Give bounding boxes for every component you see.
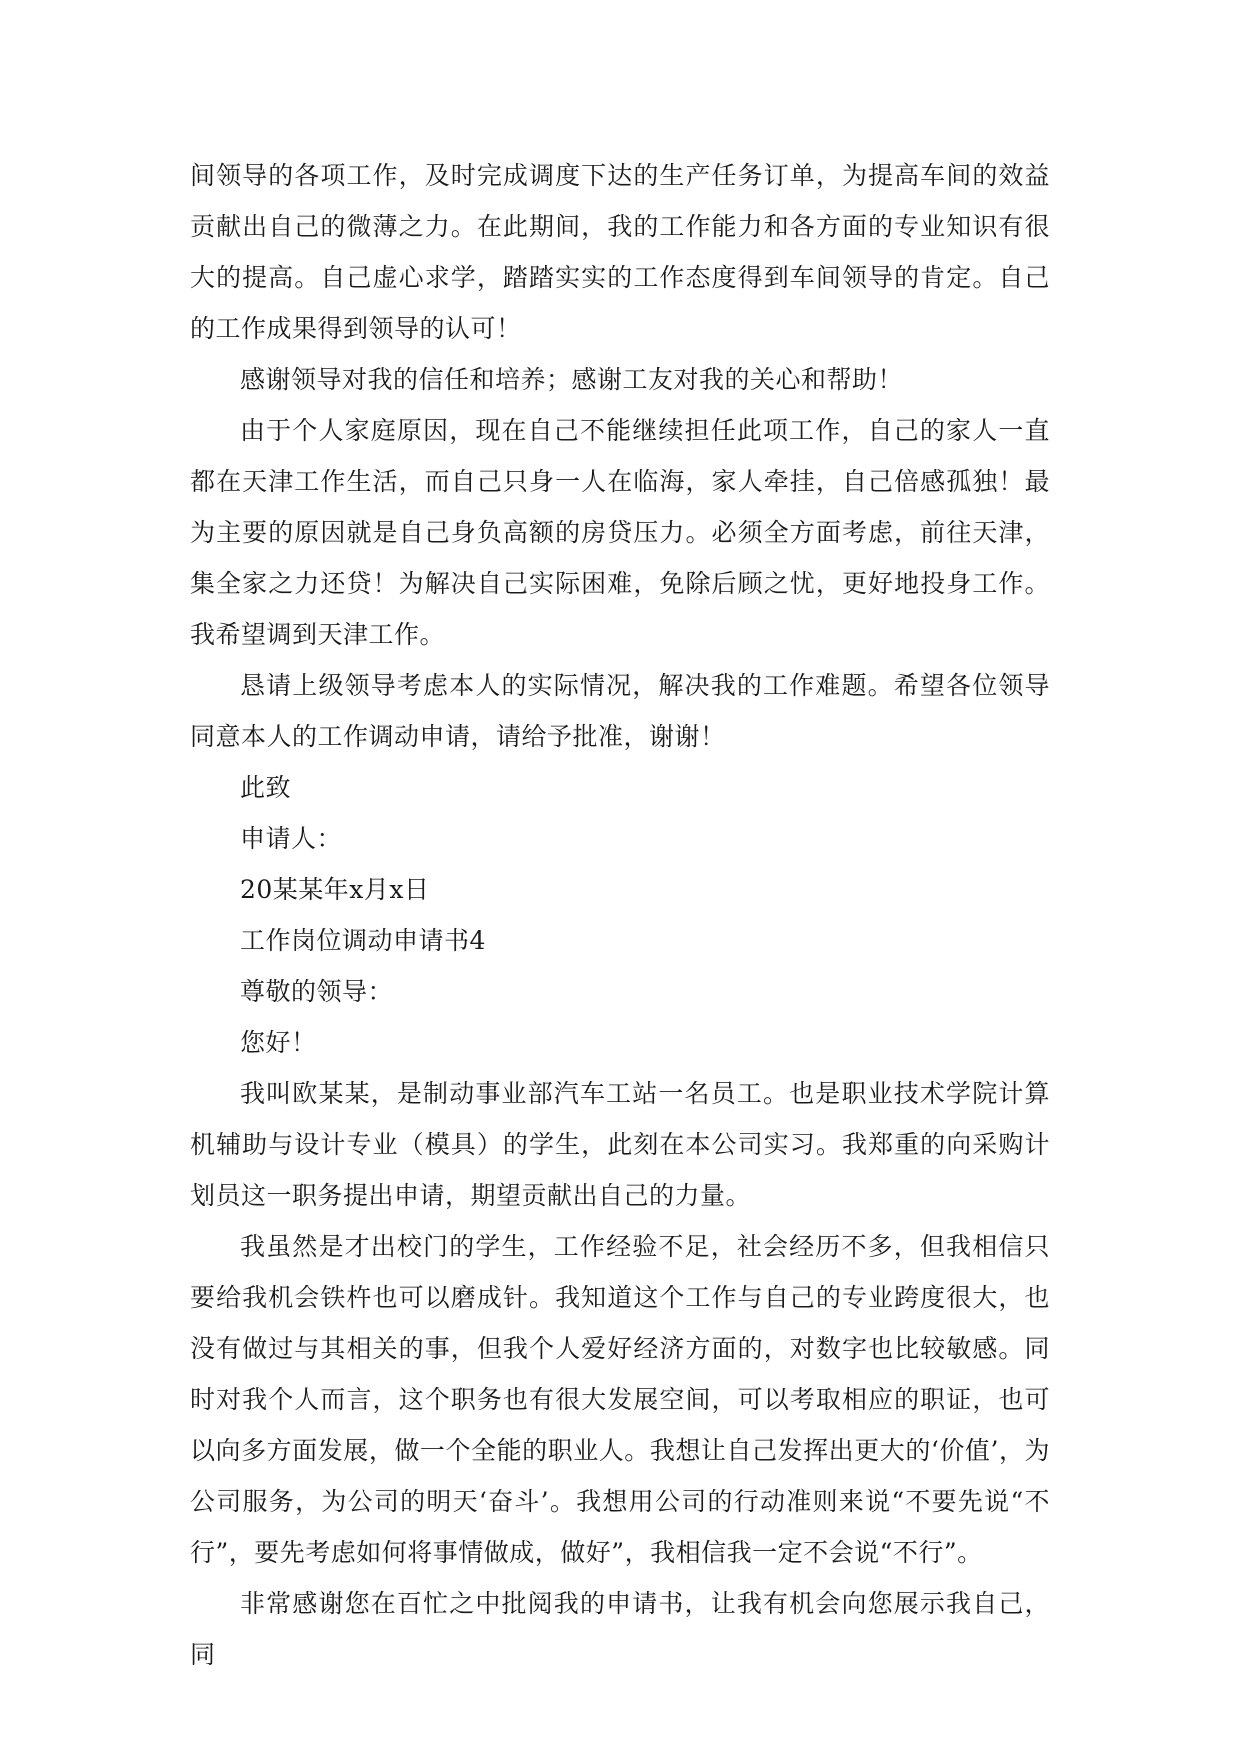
- applicant-label: 申请人：: [240, 824, 343, 853]
- paragraph-introduction: 我叫欧某某，是制动事业部汽车工站一名员工。也是职业技术学院计算机辅助与设计专业（模具）的学生，此刻在本公司实习。我郑重的向采购计划员这一职务提出申请，期望贡献出自己的力量。: [190, 1079, 1050, 1210]
- paragraph-request: 恳请上级领导考虑本人的实际情况，解决我的工作难题。希望各位领导同意本人的工作调动申请，请给予批准，谢谢！: [190, 671, 1050, 751]
- closing-salute: 此致: [240, 773, 292, 802]
- paragraph-gratitude: 非常感谢您在百忙之中批阅我的申请书，让我有机会向您展示我自己，同: [190, 1589, 1050, 1669]
- paragraph-motivation: 我虽然是才出校门的学生，工作经验不足，社会经历不多，但我相信只要给我机会铁杵也可以磨成针。我知道这个工作与自己的专业跨度很大，也没有做过与其相关的事，但我个人爱好经济方面的，对数字也比较敏感。同时对我个人而言，这个职务也有很大发展空间，可以考取相应的职证，也可以向多方面发展，做一个全能的职业人。我想让自己发挥出更大的‘价值’，为公司服务，为公司的明天‘奋斗’。我想用公司的行动准则来说“不要先说“不行”，要先考虑如何将事情做成，做好”，我相信我一定不会说“不行”。: [190, 1232, 1050, 1567]
- paragraph-work-experience: 间领导的各项工作，及时完成调度下达的生产任务订单，为提高车间的效益贡献出自己的微薄之力。在此期间，我的工作能力和各方面的专业知识有很大的提高。自己虚心求学，踏踏实实的工作态度得到车间领导的肯定。自己的工作成果得到领导的认可！: [190, 161, 1050, 343]
- greeting-recipient: 尊敬的领导：: [240, 977, 394, 1006]
- greeting-hello: 您好！: [240, 1028, 317, 1057]
- document-body: [190, 150, 1050, 1680]
- date-line: 20某某年x月x日: [240, 875, 430, 904]
- section-title: 工作岗位调动申请书4: [240, 926, 486, 955]
- paragraph-family-reason: 由于个人家庭原因，现在自己不能继续担任此项工作，自己的家人一直都在天津工作生活，而自己只身一人在临海，家人牵挂，自己倍感孤独！最为主要的原因就是自己身负高额的房贷压力。必须全方面考虑，前往天津，集全家之力还贷！为解决自己实际困难，免除后顾之忧，更好地投身工作。我希望调到天津工作。: [190, 416, 1050, 649]
- paragraph-thanks: 感谢领导对我的信任和培养；感谢工友对我的关心和帮助！: [240, 365, 904, 394]
